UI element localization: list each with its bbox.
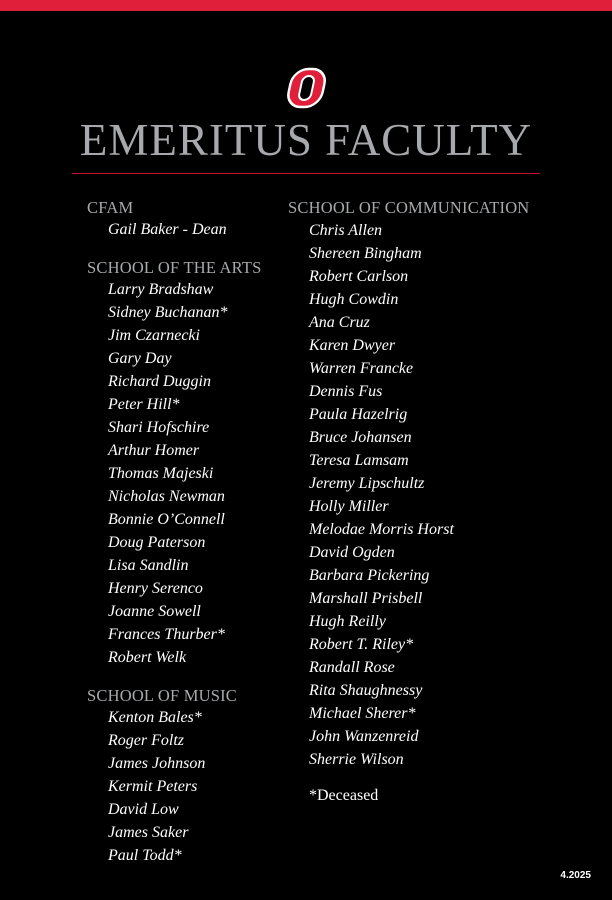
top-accent-bar [0,0,612,11]
faculty-name: Arthur Homer [108,442,200,459]
faculty-name: Karen Dwyer [309,337,396,354]
faculty-name: Doug Paterson [108,534,206,551]
faculty-name: Hugh Reilly [309,613,386,630]
section-school-of-music [87,685,287,867]
faculty-name: Jim Czarnecki [108,327,200,344]
section-cfam [87,197,287,241]
faculty-name: Randall Rose [309,659,395,676]
faculty-name: Barbara Pickering [309,567,430,584]
faculty-name: Larry Bradshaw [108,281,214,298]
faculty-name: Bonnie O’Connell [108,511,225,528]
faculty-name: Robert Carlson [309,268,409,285]
faculty-name: Jeremy Lipschultz [309,475,425,492]
faculty-name-list [288,219,588,771]
title-divider [72,173,540,174]
faculty-name: Dennis Fus [309,383,383,400]
page-title: EMERITUS FACULTY [79,115,533,165]
faculty-name: Joanne Sowell [108,603,201,620]
faculty-name: Warren Francke [309,360,414,377]
faculty-name: Sherrie Wilson [309,751,404,768]
faculty-name: Ana Cruz [309,314,370,331]
faculty-name: David Ogden [309,544,395,561]
faculty-name: Shari Hofschire [108,419,210,436]
faculty-name: Rita Shaughnessy [309,682,423,699]
faculty-name: Holly Miller [309,498,389,515]
faculty-name-list [87,278,287,669]
university-o-logo-icon [285,67,329,109]
faculty-name: James Johnson [108,755,206,772]
section-heading: SCHOOL OF COMMUNICATION [288,198,530,217]
faculty-name: Robert T. Riley* [309,636,414,653]
faculty-name-list [87,218,287,241]
faculty-name: Marshall Prisbell [309,590,423,607]
faculty-name: Frances Thurber* [108,626,225,643]
deceased-footnote: *Deceased [309,787,379,804]
section-heading: CFAM [87,198,134,217]
section-heading: SCHOOL OF THE ARTS [87,258,262,277]
faculty-name: Lisa Sandlin [108,557,189,574]
faculty-name: Richard Duggin [108,373,211,390]
faculty-name: Sidney Buchanan* [108,304,228,321]
faculty-name: Henry Serenco [108,580,203,597]
faculty-name: Melodae Morris Horst [309,521,454,538]
faculty-name: Gary Day [108,350,172,367]
section-school-of-communication [288,197,588,771]
left-column [87,197,287,867]
faculty-name: Robert Welk [108,649,187,666]
faculty-name: Kenton Bales* [108,709,202,726]
faculty-name: Teresa Lamsam [309,452,409,469]
faculty-name-list [87,706,287,867]
faculty-name: Kermit Peters [108,778,198,795]
faculty-name: Nicholas Newman [108,488,225,505]
faculty-name: David Low [108,801,179,818]
faculty-name: Paula Hazelrig [309,406,408,423]
faculty-name: Shereen Bingham [309,245,422,262]
right-column [288,197,588,806]
faculty-name: Thomas Majeski [108,465,214,482]
faculty-name: Peter Hill* [108,396,180,413]
faculty-name: Chris Allen [309,222,383,239]
faculty-name: Bruce Johansen [309,429,412,446]
faculty-name: Hugh Cowdin [309,291,399,308]
faculty-name: Gail Baker - Dean [108,221,227,238]
publication-date: 4.2025 [560,870,591,881]
faculty-name: James Saker [108,824,189,841]
faculty-name: Roger Foltz [108,732,184,749]
faculty-name: John Wanzenreid [309,728,419,745]
section-school-of-the-arts [87,257,287,669]
faculty-name: Paul Todd* [108,847,182,864]
faculty-name: Michael Sherer* [309,705,416,722]
section-heading: SCHOOL OF MUSIC [87,686,238,705]
